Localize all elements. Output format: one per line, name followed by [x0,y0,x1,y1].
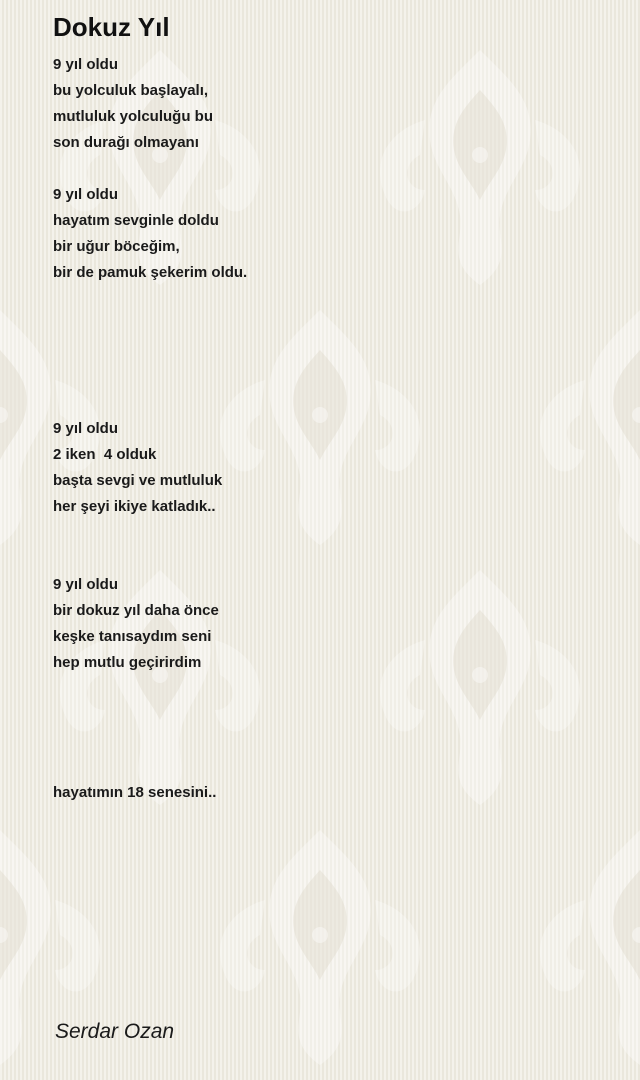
poem-line [53,286,613,312]
poem-line: bir de pamuk şekerim oldu. [53,264,248,281]
poem-line: mutluluk yolculuğu bu [53,108,213,125]
poem-line: hayatımın 18 senesini.. [53,784,217,801]
poem-line [53,546,613,572]
poem-line [53,702,613,728]
poem-line [53,676,613,702]
poem-line: bir dokuz yıl daha önce [53,602,219,619]
poem-line [53,156,613,182]
poem-body [53,52,613,806]
poem-line: 9 yıl oldu [53,186,119,203]
poem-line: son durağı olmayanı [53,134,199,151]
poem-title: Dokuz Yıl [53,12,170,42]
poem-line [53,754,613,780]
poem-line [53,338,613,364]
poem-line [53,390,613,416]
poem-author: Serdar Ozan [55,1020,175,1043]
poem-line: hep mutlu geçirirdim [53,654,202,671]
poem-line: her şeyi ikiye katladık.. [53,498,216,515]
poem-line [53,312,613,338]
poem-line [53,364,613,390]
poem-line [53,520,613,546]
poem-line: başta sevgi ve mutluluk [53,472,223,489]
poem-line: hayatım sevginle doldu [53,212,219,229]
poem-line [53,728,613,754]
poem-line: 9 yıl oldu [53,420,119,437]
poem-card [53,10,613,806]
poem-line: keşke tanısaydım seni [53,628,212,645]
poem-line: bir uğur böceğim, [53,238,180,255]
poem-line: 2 iken 4 olduk [53,446,157,463]
poem-line: 9 yıl oldu [53,576,119,593]
poem-line: 9 yıl oldu [53,56,119,73]
poem-line: bu yolculuk başlayalı, [53,82,209,99]
